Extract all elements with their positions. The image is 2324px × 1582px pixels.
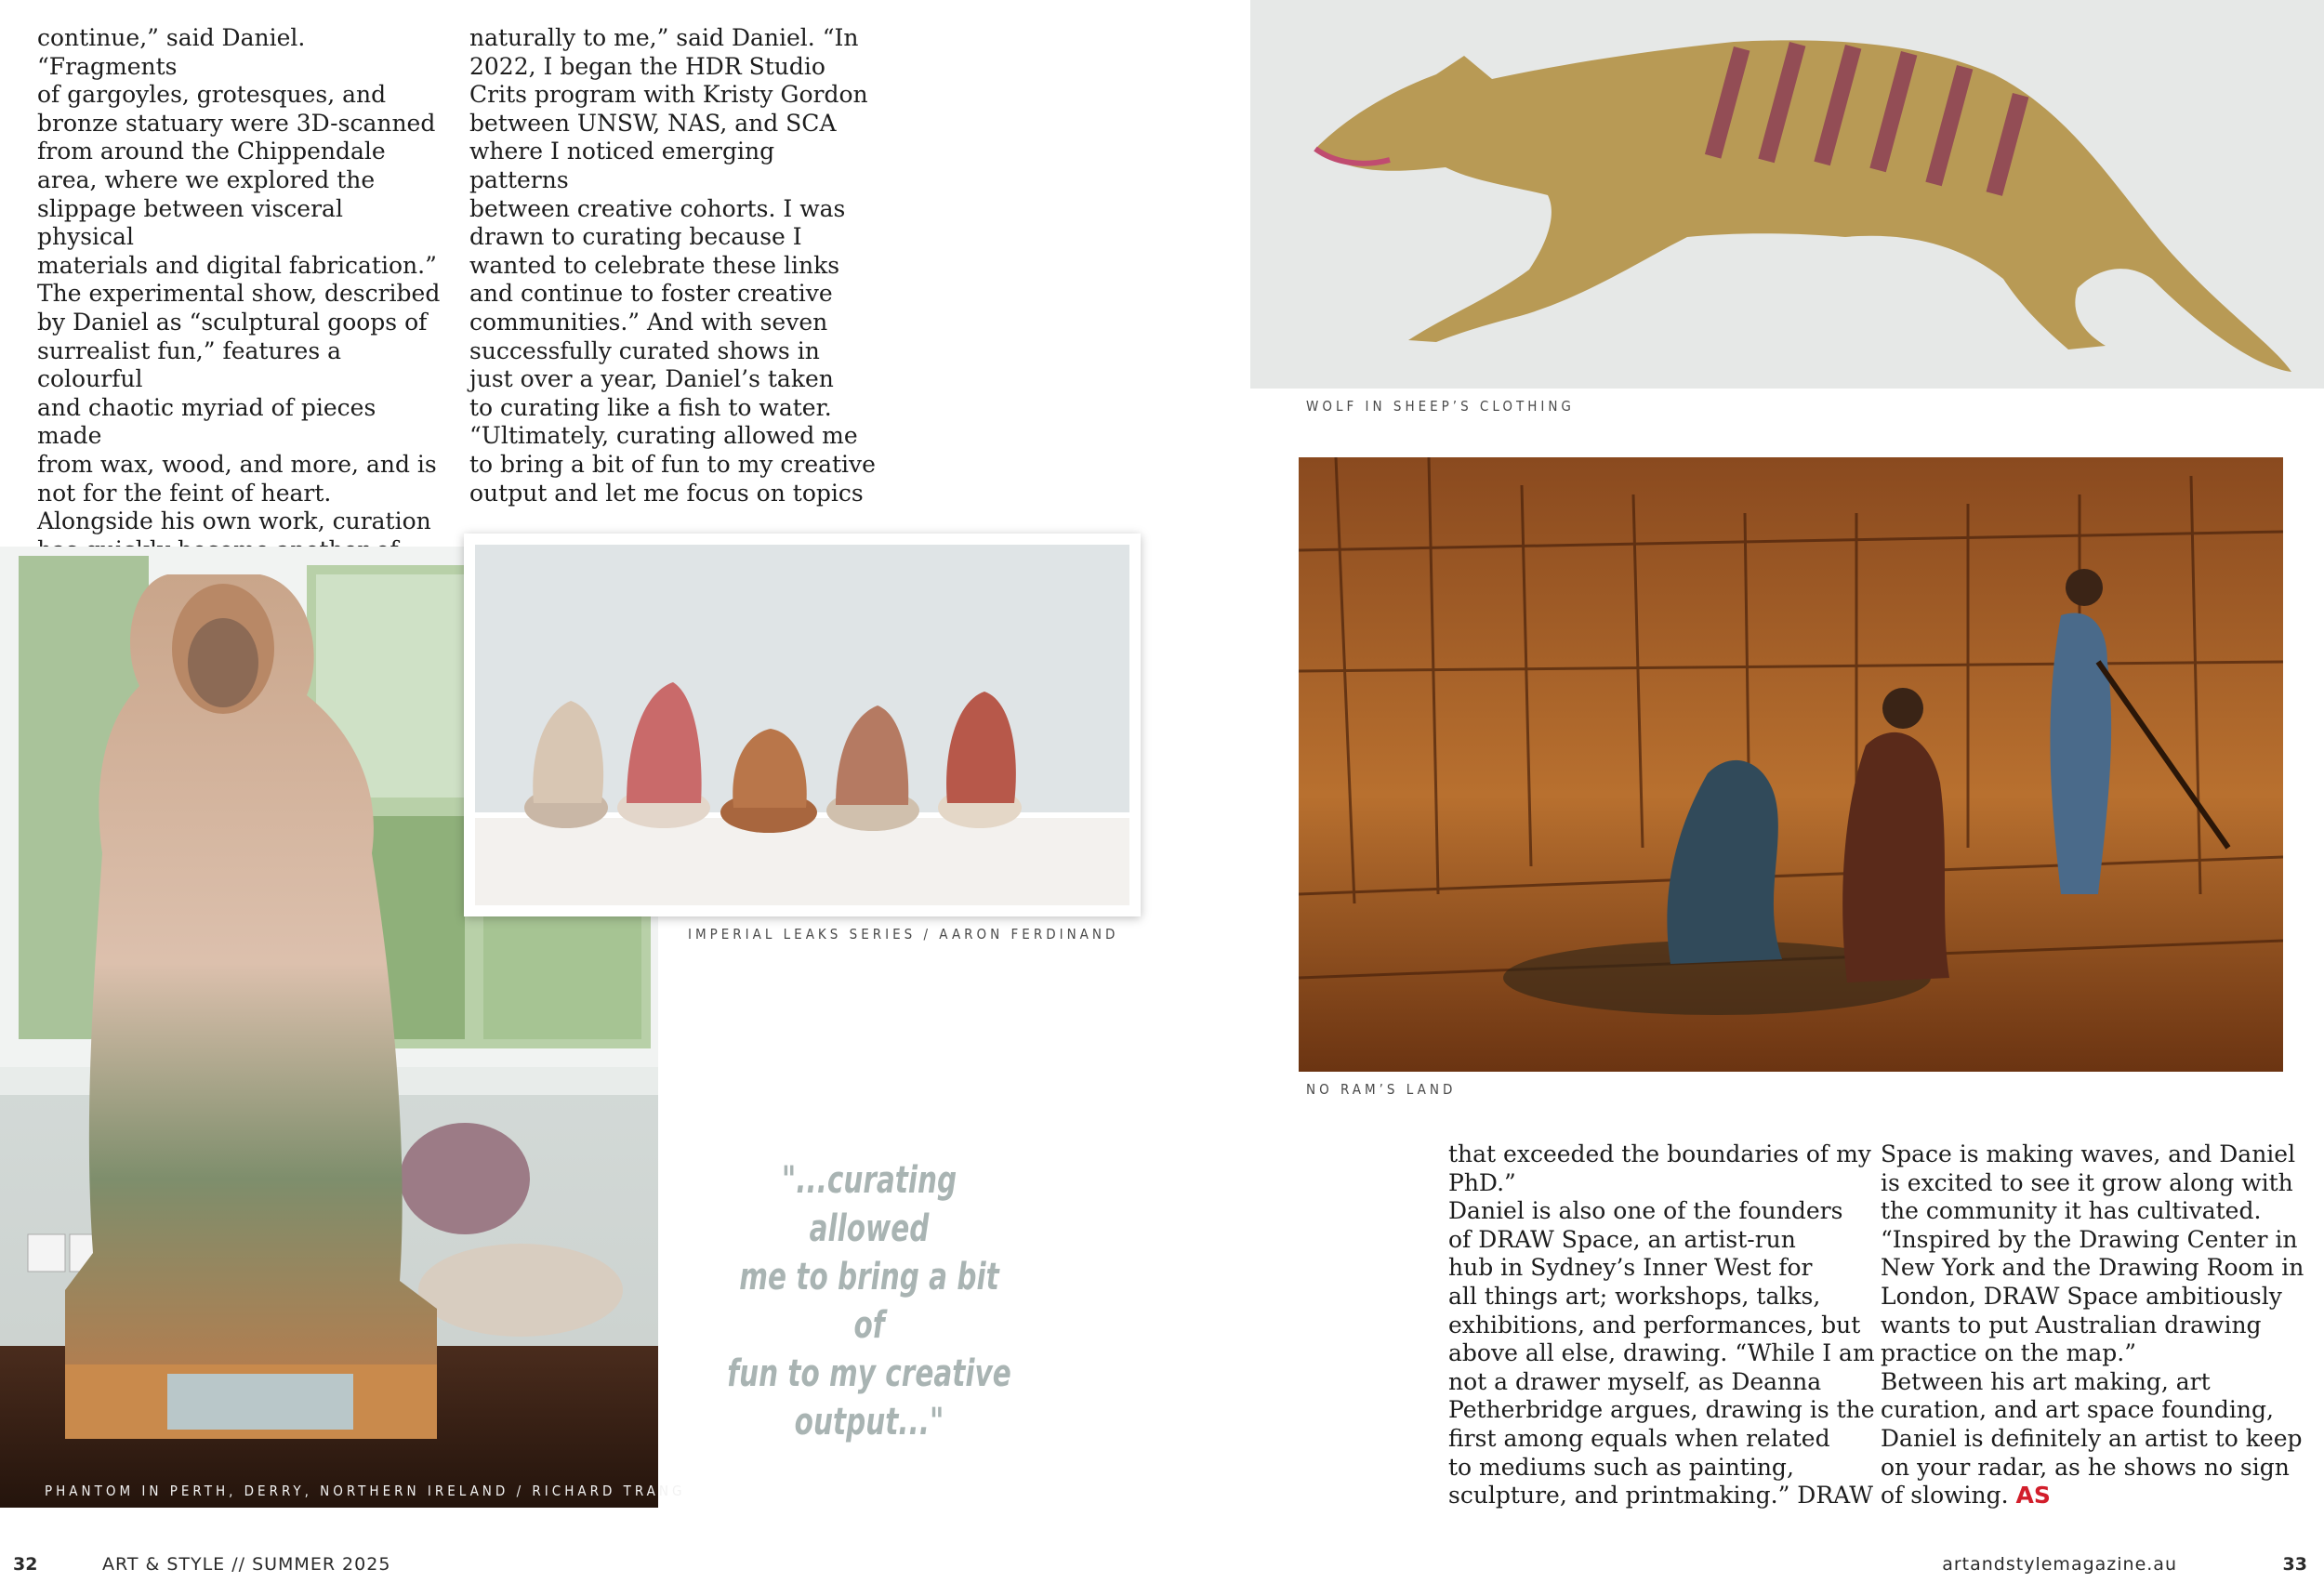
caption-imperial-leaks: IMPERIAL LEAKS SERIES / AARON FERDINAND bbox=[688, 926, 1119, 943]
end-mark-logo: AS bbox=[2015, 1482, 2051, 1509]
caption-no-rams-land: NO RAM’S LAND bbox=[1306, 1081, 1457, 1098]
page-number-right: 33 bbox=[2282, 1554, 2307, 1575]
wolf-in-sheeps-clothing-photo bbox=[1250, 0, 2324, 389]
website-link[interactable]: artandstylemagazine.au bbox=[1942, 1554, 2177, 1575]
caption-wolf: WOLF IN SHEEP’S CLOTHING bbox=[1306, 398, 1575, 415]
caption-phantom: PHANTOM IN PERTH, DERRY, NORTHERN IRELAND / RICHARD TRANG bbox=[45, 1483, 686, 1499]
body-column-2: naturally to me,” said Daniel. “In 2022, I began the HDR Studio Crits program with Kristy Gordon between UNSW, NAS, and SCA where I noticed emerging patterns between creative cohorts. I was drawn to curating because I wanted to celebrate these links and continue to foster creative communities.” And with seven successfully curated shows in just over a year, Daniel’s taken to curating like a fish to water. “Ultimately, curating allowed me to bring a bit of fun to my creative output and let me focus on topics bbox=[469, 24, 876, 507]
body-column-1: continue,” said Daniel. “Fragments of gargoyles, grotesques, and bronze statuary were 3D-scanned from around the Chippendale area, where we explored the slippage between visceral physical materials and digital fabrication.” The experimental show, described by Daniel as “sculptural goops of surrealist fun,” features a colourful and chaotic myriad of pieces made from wax, wood, and more, and is not for the feint of heart. Alongside his own work, curation bbox=[37, 24, 441, 535]
no-rams-land-photo bbox=[1299, 457, 2283, 1072]
page-number-left: 32 bbox=[13, 1554, 38, 1575]
body-column-3: that exceeded the boundaries of my PhD.” Daniel is also one of the founders of DRAW Space, an artist-run hub in Sydney’s Inner West for all things art; workshops, talks, exhibitions, and performances, but above all else, drawing. “While I am not a drawer myself, as Deanna Petherbridge argues, drawing is the first among equals when related to mediums such as painting, sculpture, and printmaking.” DRAW bbox=[1448, 1140, 1875, 1509]
publication-name: ART & STYLE // SUMMER 2025 bbox=[102, 1554, 391, 1575]
body-column-4: Space is making waves, and Daniel is excited to see it grow along with the community it has cultivated. “Inspired by the Drawing Center in New York and the Drawing Room in London, DRAW Space ambitiously wants to put Australian drawing practice on the map.” Between his art making, art curation, and art space founding, Daniel is definitely an artist to keep on your radar, as he shows no sign of slowing. bbox=[1881, 1140, 2304, 1509]
body-column-4-wrapper bbox=[1881, 1140, 2308, 1510]
imperial-leaks-photo bbox=[464, 534, 1141, 916]
pull-quote: "...curating allowed me to bring a bit of fun to my creative output..." bbox=[727, 1159, 1011, 1444]
